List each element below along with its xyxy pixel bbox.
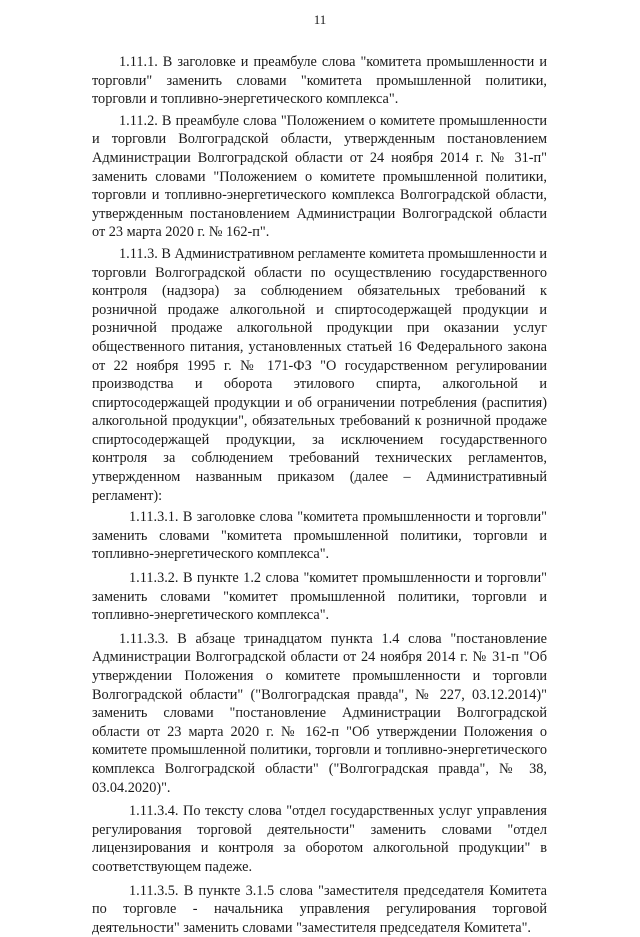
paragraph-1-11-1: 1.11.1. В заголовке и преамбуле слова "комитета промышленности и торговли" заменить словами "комитета промышленной политики, торговли и топливно-энергетического комплекса". xyxy=(92,54,547,108)
paragraph-1-11-3: 1.11.3. В Административном регламенте комитета промышленности и торговли Волгоградской области по осуществлению государственного контроля (надзора) за соблюдением обязательных требований к розничной продаже алкогольной и спиртосодержащей продукции и розничной продаже алкогольной продукции при оказании услуг общественного питания, установленных статьей 16 Федерального закона от 22 ноября 1995 г. № 171-ФЗ "О государственном регулировании производства и оборота этилового спирта, алкогольной и спиртосодержащей продукции и об ограничении потребления (распития) алкогольной продукции", обязательных требований к розничной продаже спиртосодержащей продукции, за исключением государственного контроля за соблюдением требований технических регламентов, утвержденном названным приказом (далее – Административный регламент): xyxy=(92,245,547,504)
paragraph-1-11-3-2: 1.11.3.2. В пункте 1.2 слова "комитет промышленности и торговли" заменить словами "комитет промышленной политики, торговли и топливно-энергетического комплекса". xyxy=(92,570,547,624)
paragraph-1-11-2: 1.11.2. В преамбуле слова "Положением о комитете промышленности и торговли Волгоградской области, утвержденным постановлением Администрации Волгоградской области от 24 ноября 2014 г. № 31-п" заменить словами "Положением о комитете промышленной политики, торговли и топливно-энергетического комплекса Волгоградской области, утвержденным постановлением Администрации Волгоградской области от 23 марта 2020 г. № 162-п". xyxy=(92,112,547,241)
paragraph-1-11-3-5: 1.11.3.5. В пункте 3.1.5 слова "заместителя председателя Комитета по торговле - начальника управления регулирования торговой деятельности" заменить словами "заместителя председателя Комитета". xyxy=(92,882,547,936)
paragraph-1-11-3-1: 1.11.3.1. В заголовке слова "комитета промышленности и торговли" заменить словами "комитета промышленной политики, торговли и топливно-энергетического комплекса". xyxy=(92,509,547,563)
paragraph-1-11-3-3: 1.11.3.3. В абзаце тринадцатом пункта 1.4 слова "постановление Администрации Волгоградской области от 24 ноября 2014 г. № 31-п "Об утверждении Положения о комитете промышленности и торговли Волгоградской области" ("Волгоградская правда", № 227, 03.12.2014)" заменить словами "постановление Администрации Волгоградской области от 23 марта 2020 г. № 162-п "Об утверждении Положения о комитете промышленной политики, торговли и топливно-энергетического комплекса Волгоградской области" ("Волгоградская правда", № 38, 03.04.2020)". xyxy=(92,630,547,796)
paragraph-1-11-3-4: 1.11.3.4. По тексту слова "отдел государственных услуг управления регулирования торговой деятельности" заменить словами "отдел лицензирования и контроля за оборотом алкогольной продукции" в соответствующем падеже. xyxy=(92,803,547,875)
page-number: 11 xyxy=(313,12,327,27)
document-body xyxy=(92,53,547,937)
